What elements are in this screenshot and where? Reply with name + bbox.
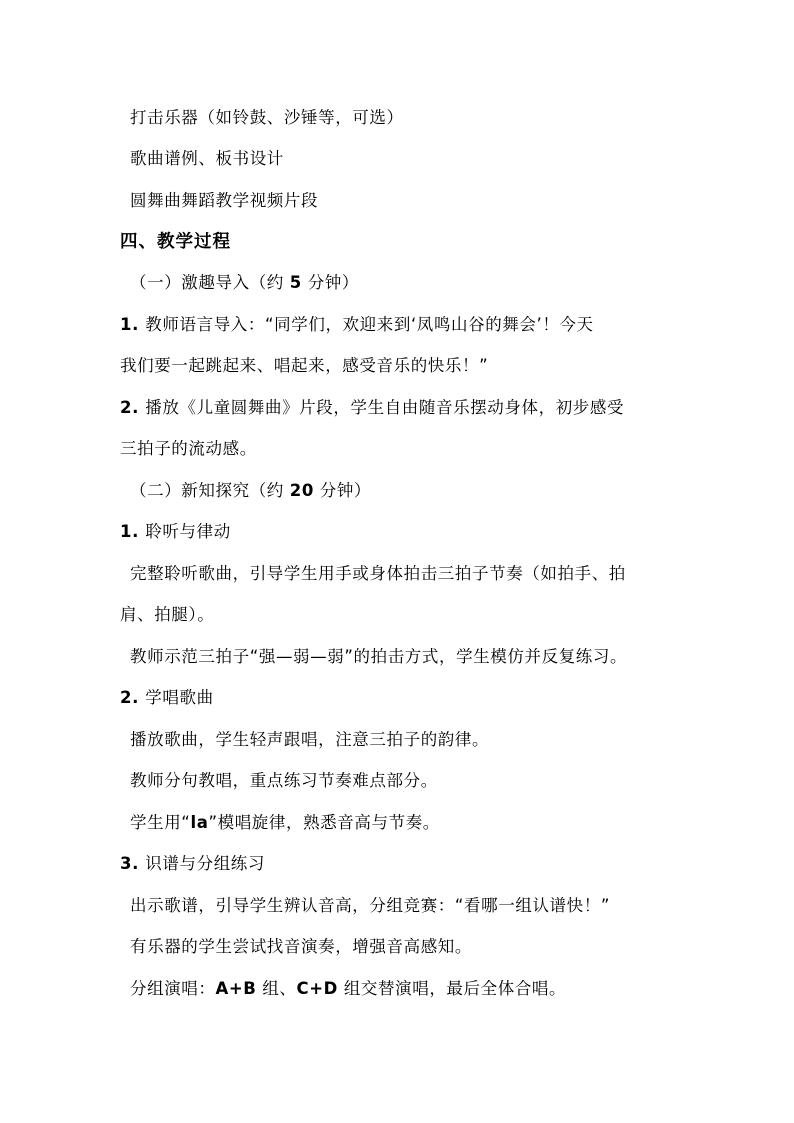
step-title: 3. 识谱与分组练习 [120,854,265,873]
section-heading: 四、教学过程 [120,232,231,252]
paragraph: 教师示范三拍子“强—弱—弱”的拍击方式，学生模仿并反复练习。 [130,647,628,666]
paragraph: 教师分句教唱，重点练习节奏难点部分。 [130,771,438,790]
paragraph: 学生用“la”模唱旋律，熟悉音高与节奏。 [130,813,440,832]
step-title: 2. 学唱歌曲 [120,688,214,707]
paragraph: 分组演唱：A+B 组、C+D 组交替演唱，最后全体合唱。 [130,979,567,998]
list-item-continuation: 三拍子的流动感。 [120,439,257,458]
list-item-continuation: 我们要一起跳起来、唱起来，感受音乐的快乐！” [120,356,489,375]
subsection-title: （二）新知探究（约 20 分钟） [130,481,372,500]
material-item: 歌曲谱例、板书设计 [130,149,284,168]
step-title: 1. 聆听与律动 [120,522,231,541]
list-item: 1. 教师语言导入：“同学们，欢迎来到‘凤鸣山谷的舞会’！今天 [120,315,594,334]
list-item: 2. 播放《儿童圆舞曲》片段，学生自由随音乐摆动身体，初步感受 [120,398,625,417]
paragraph: 出示歌谱，引导学生辨认音高，分组竞赛：“看哪一组认谱快！” [130,896,610,915]
paragraph: 播放歌曲，学生轻声跟唱，注意三拍子的韵律。 [130,730,490,749]
material-item: 打击乐器（如铃鼓、沙锤等，可选） [130,108,404,127]
paragraph: 有乐器的学生尝试找音演奏，增强音高感知。 [130,937,472,956]
material-item: 圆舞曲舞蹈教学视频片段 [130,191,319,210]
paragraph: 完整聆听歌曲，引导学生用手或身体拍击三拍子节奏（如拍手、拍 [130,564,626,583]
subsection-title: （一）激趣导入（约 5 分钟） [130,273,359,292]
paragraph-continuation: 肩、拍腿）。 [120,605,215,624]
